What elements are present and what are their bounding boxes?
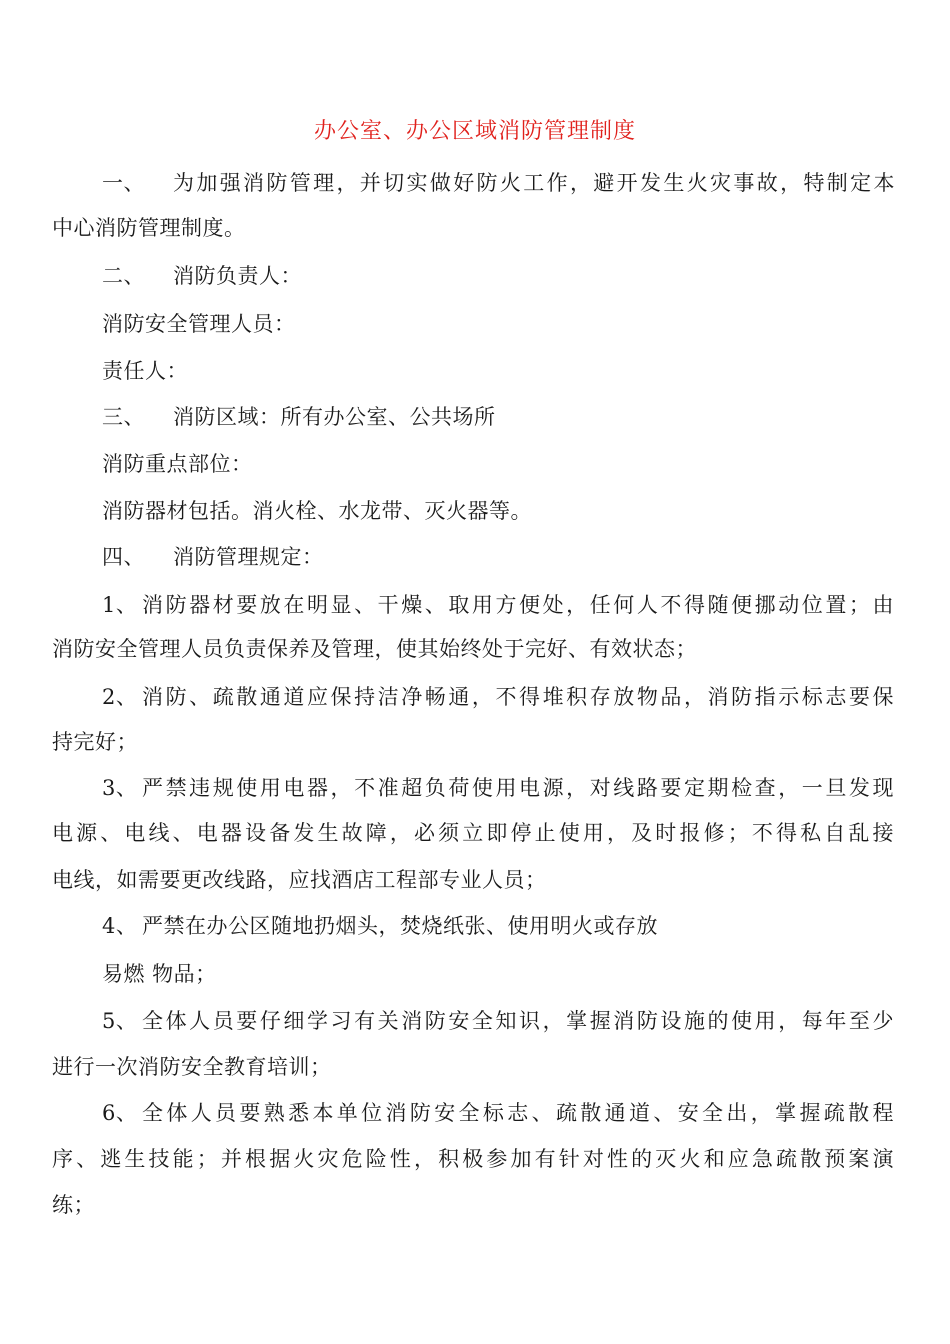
rule-text-line: 严禁违规使用电器，不准超负荷使用电源，对线路要定期检查，一旦发现	[142, 776, 894, 800]
section1-line1: 为加强消防管理，并切实做好防火工作，避开发生火灾事故，特制定本	[173, 171, 895, 195]
equipment-text: 消防器材包括。消火栓、水龙带、灭火器等。	[102, 499, 532, 523]
rule-text-line: 消防器材要放在明显、干燥、取用方便处，任何人不得随便挪动位置；由	[142, 593, 894, 617]
rule-number: 1、	[102, 593, 138, 617]
rule-text-line: 电线，如需要更改线路，应找酒店工程部专业人员；	[52, 868, 547, 892]
rule-number: 6、	[102, 1101, 138, 1125]
rule-text-line: 全体人员要仔细学习有关消防安全知识，掌握消防设施的使用，每年至少	[142, 1009, 894, 1033]
section1-line2: 中心消防管理制度。	[52, 216, 246, 240]
rule-text-line: 全体人员要熟悉本单位消防安全标志、疏散通道、安全出，掌握疏散程	[142, 1101, 894, 1125]
rule-text-line: 序、逃生技能；并根据火灾危险性，积极参加有针对性的灭火和应急疏散预案演	[52, 1147, 894, 1171]
section2-heading: 消防负责人：	[173, 264, 302, 288]
document-title: 办公室、办公区域消防管理制度	[313, 119, 636, 144]
rule-number: 5、	[102, 1009, 138, 1033]
section3-number: 三、	[102, 405, 145, 429]
safety-staff-label: 消防安全管理人员：	[102, 312, 296, 336]
rule-text-line: 消防安全管理人员负责保养及管理，使其始终处于完好、有效状态；	[52, 637, 697, 661]
section2-number: 二、	[102, 264, 145, 288]
rule-number: 4、	[102, 914, 138, 938]
rule-text-line: 严禁在办公区随地扔烟头，焚烧纸张、使用明火或存放	[142, 914, 658, 938]
section4-heading: 消防管理规定：	[173, 545, 324, 569]
rule-text-line: 练；	[52, 1193, 95, 1217]
rule-number: 3、	[102, 776, 138, 800]
rule-text-line: 易燃 物品；	[102, 962, 217, 986]
rule-number: 2、	[102, 685, 138, 709]
section4-number: 四、	[102, 545, 145, 569]
rule-text-line: 持完好；	[52, 730, 138, 754]
fire-area-text: 消防区域：所有办公室、公共场所	[173, 405, 496, 429]
responsible-person-label: 责任人：	[102, 359, 188, 383]
section1-number: 一、	[102, 171, 145, 195]
rule-text-line: 电源、电线、电器设备发生故障，必须立即停止使用，及时报修；不得私自乱接	[52, 821, 894, 845]
rule-text-line: 进行一次消防安全教育培训；	[52, 1055, 332, 1079]
rule-text-line: 消防、疏散通道应保持洁净畅通，不得堆积存放物品，消防指示标志要保	[142, 685, 894, 709]
key-parts-label: 消防重点部位：	[102, 452, 253, 476]
